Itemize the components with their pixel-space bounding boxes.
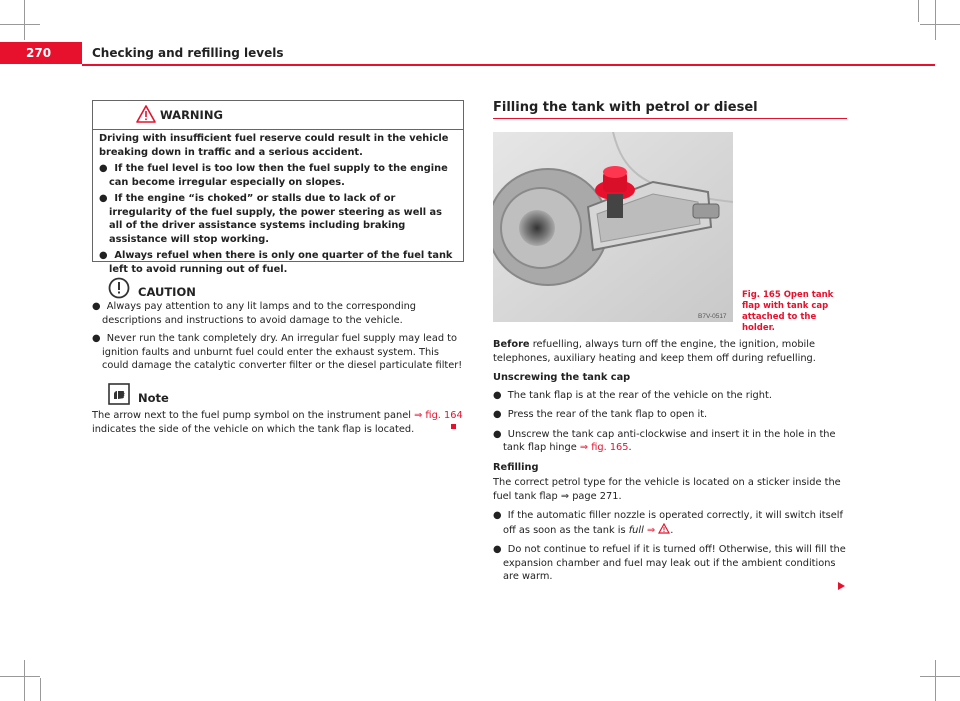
caution-item: ● Never run the tank completely dry. An irregular fuel supply may lead to ignition faults and unburnt fuel could enter the exhaust system. This could damage the catalytic converter filter or the diesel particulate filter!: [92, 333, 463, 371]
warning-body: [93, 130, 463, 276]
crop-mark: [935, 660, 936, 701]
crop-mark: [40, 678, 41, 701]
warning-item: ● If the engine “is choked” or stalls due to lack of or irregularity of the fuel supply, the power steering as well as all of the driver assistance systems including braking assistance will stop working.: [99, 193, 442, 245]
refill-text: The correct petrol type for the vehicle is located on a sticker inside the fuel tank flap ⇒ page 271.: [493, 477, 841, 502]
figure-code: B7V-0517: [698, 313, 727, 320]
refill-heading: Refilling: [493, 461, 539, 473]
warning-intro: Driving with insufficient fuel reserve could result in the vehicle breaking down in traffic and a serious accident.: [99, 133, 449, 158]
crop-mark: [0, 676, 40, 677]
warning-box: [92, 100, 464, 275]
warning-title: WARNING: [160, 108, 223, 122]
fig-165-link[interactable]: ⇒ fig. 165: [579, 442, 629, 453]
caution-body: [92, 300, 464, 378]
section-end-mark: [451, 424, 456, 429]
caution-item: ● Always pay attention to any lit lamps and to the corresponding descriptions and instructions to avoid damage to the vehicle.: [92, 301, 417, 326]
unscrew-item: ● Press the rear of the tank flap to open it.: [493, 409, 708, 420]
warning-ref-icon[interactable]: [658, 525, 670, 536]
note-body: The arrow next to the fuel pump symbol on the instrument panel ⇒ fig. 164 indicates the side of the vehicle on which the tank flap is located.: [92, 410, 463, 435]
page-title: Checking and refilling levels: [92, 46, 284, 60]
unscrew-item: ● The tank flap is at the rear of the vehicle on the right.: [493, 389, 772, 401]
unscrew-heading: Unscrewing the tank cap: [493, 372, 631, 383]
page-number: 270: [26, 46, 52, 60]
unscrew-item: ● Unscrew the tank cap anti-clockwise and insert it in the hole in the tank flap hinge ⇒ fig. 165.: [493, 428, 836, 453]
refill-item: ● Do not continue to refuel if it is turned off! Otherwise, this will fill the expansion chamber and fuel may leak out if the ambient conditions are warm.: [493, 544, 846, 582]
crop-mark: [0, 24, 40, 25]
section-title: Filling the tank with petrol or diesel: [493, 100, 758, 115]
note-icon: [108, 383, 130, 409]
section-body: Before refuelling, always turn off the engine, the ignition, mobile telephones, auxiliary heating and keep them off during refuelling. Unscrewing the tank cap ● The tank flap is at the rear of the vehicle on the right. ● Press the rear of the tank flap to open it. ● Unscrew the tank cap anti-clockwise and insert it in the hole in the tank flap hinge ⇒ fig. 165. Refilling The correct petrol type for the vehicle is located on a sticker inside the fuel tank flap ⇒ page 271. ● If the automatic filler nozzle is operated correctly, it will switch itself off as soon as the tank is full ⇒ . ● Do not continue to refuel if it is turned off! Otherwise, this will fill the expansion chamber and fuel may leak out if the ambient conditions are warm.: [493, 339, 846, 582]
crop-mark: [24, 0, 25, 40]
crop-mark: [920, 24, 960, 25]
warning-item: ● Always refuel when there is only one quarter of the fuel tank left to avoid running out of fuel.: [99, 250, 453, 275]
warning-triangle-icon: [136, 105, 156, 127]
warning-header: [93, 101, 463, 130]
tank-flap-figure: [493, 132, 733, 322]
crop-mark: [935, 0, 936, 40]
page-number-badge: [0, 42, 82, 64]
header-rule: [82, 64, 935, 66]
section-rule: [493, 118, 847, 119]
before-label: Before: [493, 339, 530, 350]
crop-mark: [24, 660, 25, 701]
caution-title: CAUTION: [138, 285, 196, 299]
fig-164-link[interactable]: ⇒ fig. 164: [414, 410, 463, 421]
tank-flap-illustration: [493, 132, 733, 322]
continue-arrow-icon: [836, 576, 846, 595]
figure-caption: Fig. 165 Open tank flap with tank cap attached to the holder.: [742, 290, 834, 333]
warning-item: ● If the fuel level is too low then the fuel supply to the engine can become irregular especially on slopes.: [99, 163, 448, 188]
crop-mark: [920, 676, 960, 677]
crop-mark: [918, 0, 919, 22]
refill-item: ● If the automatic filler nozzle is operated correctly, it will switch itself off as soon as the tank is full ⇒ .: [493, 510, 843, 536]
note-title: Note: [138, 391, 169, 405]
